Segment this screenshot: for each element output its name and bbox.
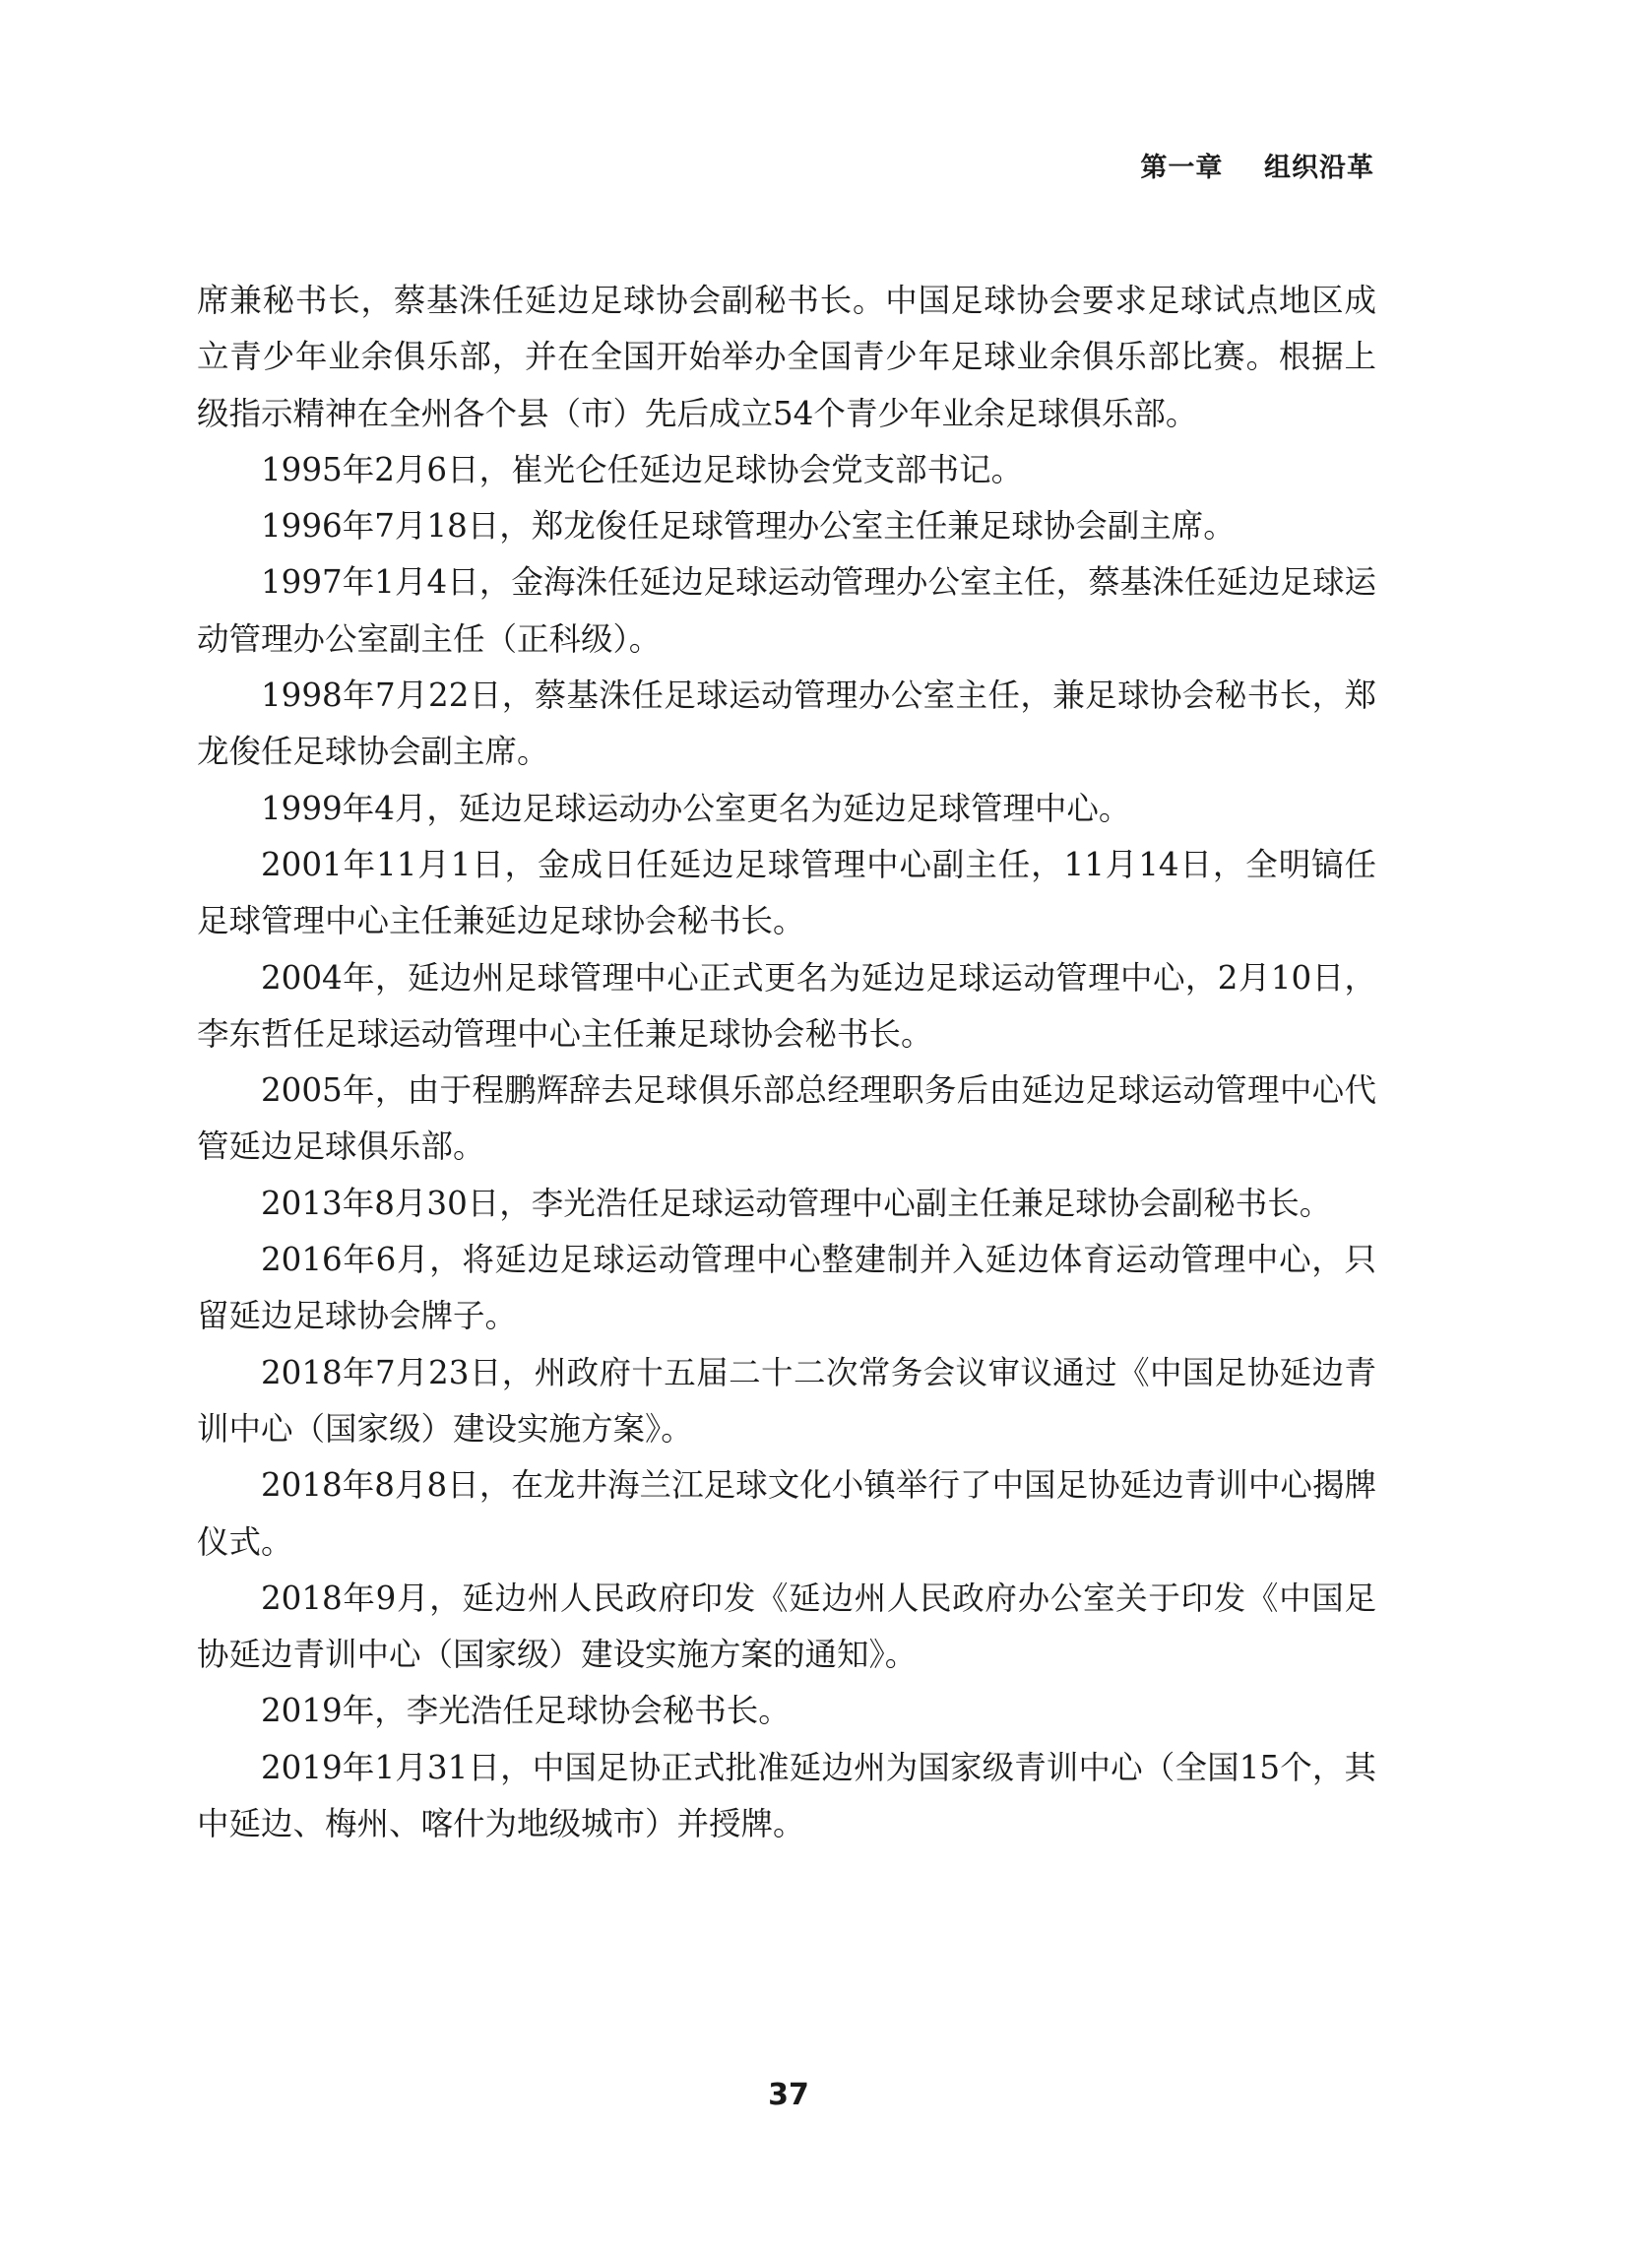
paragraph: 2004年，延边州足球管理中心正式更名为延边足球运动管理中心，2月10日，李东哲任足球运动管理中心主任兼足球协会秘书长。: [197, 958, 1376, 1053]
paragraph: 1997年1月4日，金海洙任延边足球运动管理办公室主任，蔡基洙任延边足球运动管理办公室副主任（正科级）。: [197, 563, 1376, 658]
paragraph: 2005年，由于程鹏辉辞去足球俱乐部总经理职务后由延边足球运动管理中心代管延边足球俱乐部。: [197, 1071, 1376, 1166]
paragraph: 2001年11月1日，金成日任延边足球管理中心副主任，11月14日，全明镐任足球管理中心主任兼延边足球协会秘书长。: [197, 845, 1377, 940]
paragraph: 2013年8月30日，李光浩任足球运动管理中心副主任兼足球协会副秘书长。: [261, 1184, 1332, 1222]
paragraph: 2018年8月8日，在龙井海兰江足球文化小镇举行了中国足协延边青训中心揭牌仪式。: [197, 1466, 1376, 1561]
page-number: 37: [768, 2078, 809, 2112]
paragraph: 2018年9月，延边州人民政府印发《延边州人民政府办公室关于印发《中国足协延边青训中心（国家级）建设实施方案的通知》。: [197, 1579, 1376, 1674]
paragraph: 2016年6月，将延边足球运动管理中心整建制并入延边体育运动管理中心，只留延边足球协会牌子。: [197, 1241, 1376, 1335]
paragraph: 1996年7月18日，郑龙俊任足球管理办公室主任兼足球协会副主席。: [261, 507, 1236, 546]
chapter-header: 第一章 组织沿革: [1140, 153, 1374, 183]
paragraph: 1998年7月22日，蔡基洙任足球运动管理办公室主任，兼足球协会秘书长，郑龙俊任足球协会副主席。: [197, 677, 1376, 771]
paragraph: 1995年2月6日，崔光仑任延边足球协会党支部书记。: [261, 450, 1024, 488]
body-text: [197, 273, 1376, 1852]
paragraph: 2019年，李光浩任足球协会秘书长。: [261, 1692, 791, 1730]
paragraph: 1999年4月，延边足球运动办公室更名为延边足球管理中心。: [261, 789, 1131, 827]
paragraph: 2019年1月31日，中国足协正式批准延边州为国家级青训中心（全国15个，其中延边、梅州、喀什为地级城市）并授牌。: [197, 1748, 1376, 1843]
paragraph: 席兼秘书长，蔡基洙任延边足球协会副秘书长。中国足球协会要求足球试点地区成立青少年业余俱乐部，并在全国开始举办全国青少年足球业余俱乐部比赛。根据上级指示精神在全州各个县（市）先后成立54个青少年业余足球俱乐部。: [197, 282, 1376, 432]
paragraph: 2018年7月23日，州政府十五届二十二次常务会议审议通过《中国足协延边青训中心（国家级）建设实施方案》。: [197, 1353, 1376, 1448]
